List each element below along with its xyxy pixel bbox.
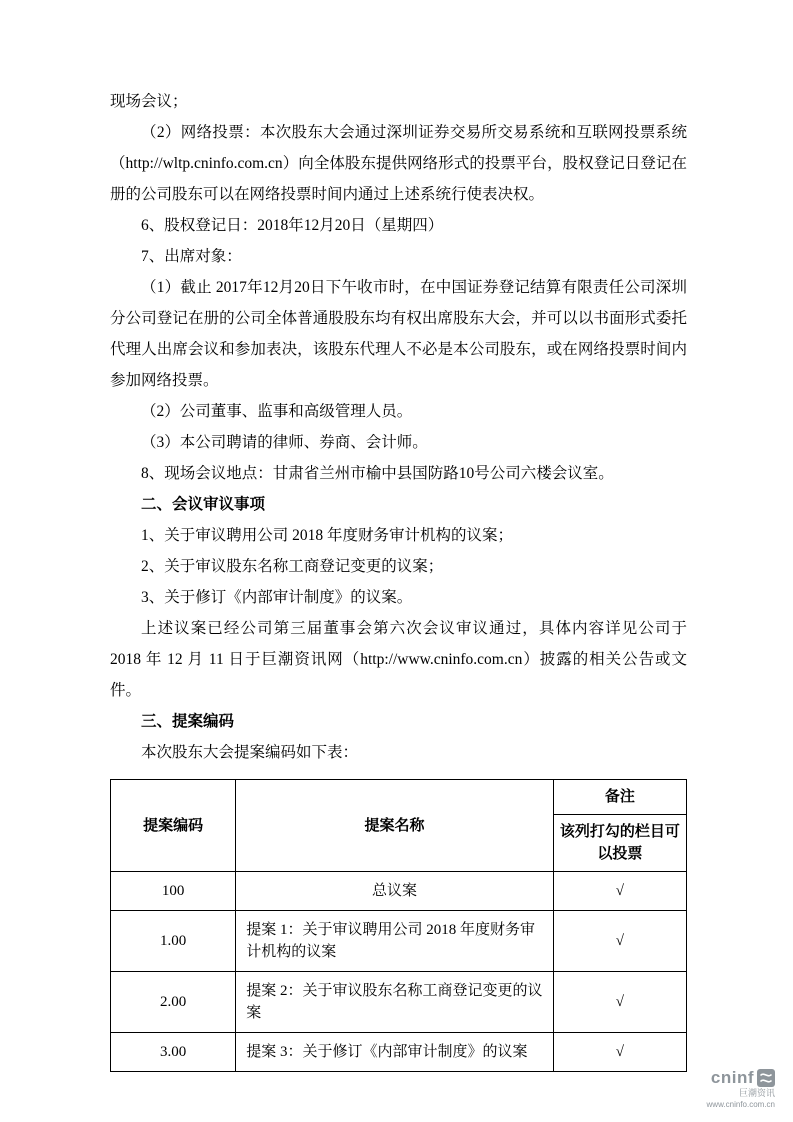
cell-proposal-code: 3.00 xyxy=(111,1033,236,1072)
table-header-note-sub: 该列打勾的栏目可以投票 xyxy=(553,815,686,872)
cninfo-logo-text: cninf xyxy=(710,1068,754,1087)
paragraph-attendees-2: （2）公司董事、监事和高级管理人员。 xyxy=(141,403,413,420)
paragraph-agenda-item-2: 2、关于审议股东名称工商登记变更的议案； xyxy=(141,558,444,575)
cell-vote-check: √ xyxy=(553,872,686,911)
cell-vote-check: √ xyxy=(553,911,686,972)
table-header-note: 备注 xyxy=(553,780,686,815)
paragraph-continuation: 现场会议； xyxy=(110,93,188,110)
paragraph-record-date: 6、股权登记日：2018年12月20日（星期四） xyxy=(141,217,444,234)
paragraph-agenda-item-3: 3、关于修订《内部审计制度》的议案。 xyxy=(141,589,413,606)
paragraph-attendees-title: 7、出席对象： xyxy=(141,248,242,265)
section-heading-agenda: 二、会议审议事项 xyxy=(141,496,266,513)
table-row xyxy=(111,1033,687,1072)
cninfo-logo-row xyxy=(707,1068,775,1088)
paragraph-agenda-item-1: 1、关于审议聘用公司 2018 年度财务审计机构的议案； xyxy=(141,527,514,544)
cell-proposal-code: 100 xyxy=(111,872,236,911)
paragraph-attendees-1: （1）截止 2017年12月20日下午收市时，在中国证券登记结算有限责任公司深圳分公司登记在册的公司全体普通股股东均有权出席股东大会，并可以以书面形式委托代理人出席会议和参加表决，该股东代理人不必是本公司股东，或在网络投票时间内参加网络投票。 xyxy=(110,279,687,389)
cninfo-logo-url: www.cninfo.com.cn xyxy=(706,1100,775,1109)
paragraph-meeting-location: 8、现场会议地点：甘肃省兰州市榆中县国防路10号公司六楼会议室。 xyxy=(141,465,614,482)
proposal-code-table xyxy=(110,779,687,1072)
paragraph-table-intro: 本次股东大会提案编码如下表： xyxy=(141,744,359,761)
cell-proposal-code: 2.00 xyxy=(111,972,236,1033)
paragraph-board-approval: 上述议案已经公司第三届董事会第六次会议审议通过，具体内容详见公司于 2018 年 12 月 11 日于巨潮资讯网（http://www.cninfo.com.cn）披露的相关公告或文件。 xyxy=(110,620,687,699)
table-row xyxy=(111,911,687,972)
cninfo-logo-name: 巨潮资讯 xyxy=(738,1088,775,1098)
paragraph-network-voting: （2）网络投票：本次股东大会通过深圳证券交易所交易系统和互联网投票系统（http://wltp.cninfo.com.cn）向全体股东提供网络形式的投票平台，股权登记日登记在册的公司股东可以在网络投票时间内通过上述系统行使表决权。 xyxy=(110,124,687,203)
cninfo-logo-icon xyxy=(757,1069,775,1087)
table-row xyxy=(111,972,687,1033)
cell-proposal-name: 提案 2：关于审议股东名称工商登记变更的议案 xyxy=(236,972,554,1033)
paragraph-attendees-3: （3）本公司聘请的律师、券商、会计师。 xyxy=(141,434,428,451)
cell-proposal-name: 总议案 xyxy=(236,872,554,911)
cninfo-logo xyxy=(707,1068,775,1110)
section-heading-proposal-codes: 三、提案编码 xyxy=(141,713,235,730)
document-content xyxy=(110,86,687,1072)
table-header-name: 提案名称 xyxy=(236,780,554,872)
cell-proposal-name: 提案 1：关于审议聘用公司 2018 年度财务审计机构的议案 xyxy=(236,911,554,972)
table-header-row xyxy=(111,780,687,815)
table-header-code: 提案编码 xyxy=(111,780,236,872)
cell-proposal-code: 1.00 xyxy=(111,911,236,972)
cell-vote-check: √ xyxy=(553,972,686,1033)
cell-proposal-name: 提案 3：关于修订《内部审计制度》的议案 xyxy=(236,1033,554,1072)
cell-vote-check: √ xyxy=(553,1033,686,1072)
table-row xyxy=(111,872,687,911)
